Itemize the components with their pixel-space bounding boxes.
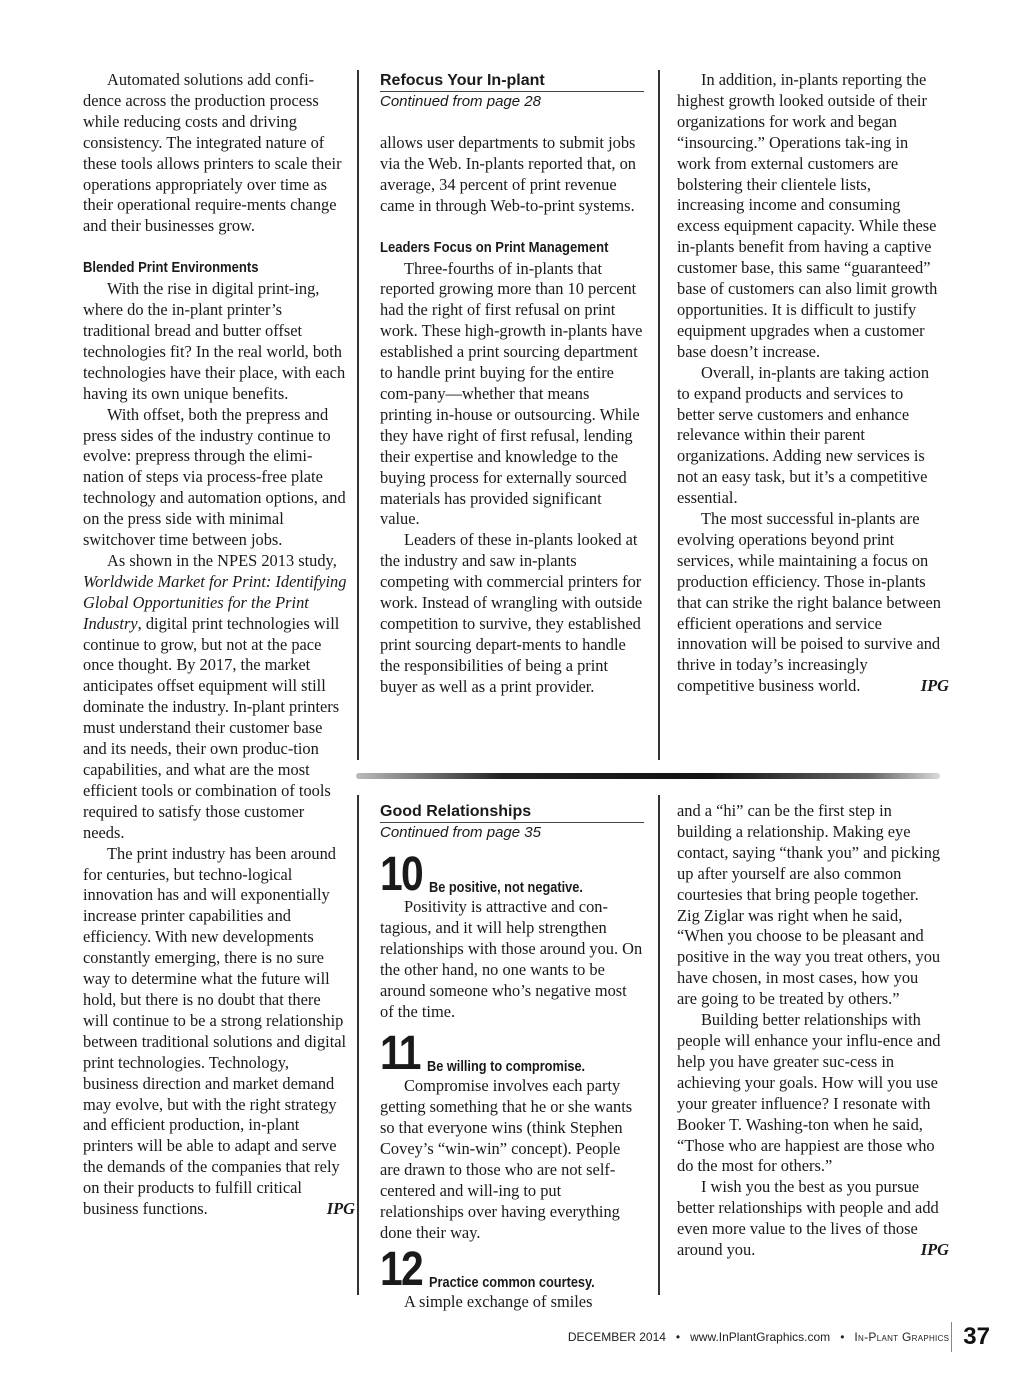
paragraph: and a “hi” can be the first step in building a relationship. Making eye contact, saying “thank you” and picking up after yourself are also common courtesies that bring people together. Zig Ziglar was right when he said, “When you choose to be pleasant and positive in the way you treat others, you have chosen, in most cases, how you are going to be treated by others.”: [677, 801, 941, 1009]
section-divider: [356, 773, 940, 779]
section-title-relationships: Good Relationships: [380, 801, 644, 823]
column-divider: [357, 795, 359, 1295]
column-divider: [658, 795, 660, 1295]
paragraph: In addition, in-plants reporting the highest growth looked outside of their organizations for work and began “insourcing.” Operations tak-ing in work from external customers are bolstering their clientele lists, increasing income and consuming excess equipment capacity. While these in-plants benefit from having a captive customer base, this same “guaranteed” base of customers can also limit growth opportunities. It is difficult to justify equipment upgrades when a customer base doesn’t increase.: [677, 70, 938, 361]
paragraph: The most successful in-plants are evolving operations beyond print services, while maintaining a focus on production efficiency. Those in-plants that can strike the right balance between efficient operations and service innovation will be poised to survive and thrive in today’s increasingly competitive business world. IPG: [677, 509, 949, 696]
paragraph: Positivity is attractive and con-tagious, and it will help strengthen relationships with those around you. On the other hand, no one wants to be around someone who’s negative most of the time.: [380, 897, 643, 1021]
paragraph: allows user departments to submit jobs via the Web. In-plants reported that, on average, 34 percent of print revenue came in through Web-to-print systems.: [380, 133, 636, 215]
relationships-article: [380, 801, 644, 1313]
page-footer: [568, 1322, 990, 1352]
issue-date: DECEMBER 2014: [567, 1330, 666, 1344]
tip-number: 12: [380, 1242, 422, 1296]
continued-note: Continued from page 28: [380, 93, 541, 110]
refocus-article-continued: [677, 70, 949, 697]
column-divider: [357, 70, 359, 760]
paragraph: Leaders of these in-plants looked at the industry and saw in-plants competing with commercial printers for work. Instead of wrangling with outside competition to survive, they established print sourcing depart-ments to handle the responsibilities of being a print buyer as well as a print provider.: [380, 530, 643, 696]
paragraph: I wish you the best as you pursue better relationships with people and add even more value to the lives of those around you. IPG: [677, 1177, 949, 1260]
bullet-separator: •: [840, 1330, 845, 1344]
tip-11: [380, 1027, 644, 1243]
page-number: 37: [963, 1323, 990, 1350]
paragraph: With the rise in digital print-ing, where do the in-plant printer’s traditional bread and butter offset technologies fit? In the real world, both technologies have their place, with each having its own unique benefits.: [83, 279, 346, 403]
paragraph: A simple exchange of smiles: [404, 1291, 593, 1311]
paragraph: The print industry has been around for centuries, but techno-logical innovation has and will exponentially increase printer capabilities and efficiency. With new developments constantly emerging, there is no sure way to determine what the future will hold, but there is no doubt that there will continue to be a strong relationship between traditional solutions and digital print technologies. Technology, business direction and market demand may evolve, but with the right strategy and efficient production, in-plant printers will be able to adapt and serve the demands of the companies that rely on their products to fulfill critical business functions. IPG: [83, 843, 355, 1219]
tip-12: [380, 1242, 644, 1313]
article-column-1: [83, 70, 355, 1220]
refocus-article: [380, 70, 644, 698]
section-title-refocus: Refocus Your In-plant: [380, 70, 644, 92]
column-divider: [658, 70, 660, 760]
tip-10: [380, 848, 644, 1022]
paragraph: Automated solutions add confi-dence across the production process while reducing costs and driving consistency. The integrated nature of these tools allows printers to scale their operations appropriately over time as their operational require-ments change and their businesses grow.: [83, 70, 342, 236]
tip-title: Be willing to compromise.: [426, 1059, 585, 1076]
ipg-signature: IPG: [326, 1199, 355, 1219]
tip-number: 11: [380, 1027, 420, 1081]
tip-number: 10: [380, 848, 422, 901]
paragraph: Compromise involves each party getting something that he or she wants so that everyone wins (think Stephen Covey’s “win-win” concept). People are drawn to those who are not self-centered and will-ing to put relationships over having everything done their way.: [380, 1076, 633, 1242]
footer-divider: [951, 1322, 952, 1352]
website-link[interactable]: www.InPlantGraphics.com: [690, 1330, 831, 1344]
tip-title: Be positive, not negative.: [429, 880, 584, 896]
tip-title: Practice common courtesy.: [429, 1274, 596, 1291]
relationships-article-continued: [677, 801, 949, 1261]
study-title: Worldwide Market for Print: Identifying Global Opportunities for the Print Industry: [83, 571, 347, 633]
bullet-separator: •: [675, 1330, 681, 1344]
subhead-leaders-focus: Leaders Focus on Print Management: [380, 239, 609, 256]
paragraph: With offset, both the prepress and press sides of the industry continue to evolve: prepress through the elimi-nation of steps via process-free plate technology and automation options, and on the press side with minimal switchover time between jobs.: [83, 404, 346, 550]
paragraph: As shown in the NPES 2013 study, Worldwide Market for Print: Identifying Global Opportunities for the Print Industry, digital print technologies will continue to grow, but not at the pace once thought. By 2017, the market anticipates offset equipment will still dominate the industry. In-plant printers must understand their customer base and its needs, their own produc-tion capabilities, and what are the most efficient tools or combination of tools required to satisfy those customer needs.: [83, 550, 347, 842]
paragraph: Building better relationships with people will enhance your influ-ence and help you have greater suc-cess in achieving your goals. How will you use your greater influence? I resonate with Booker T. Washing-ton when he said, “Those who are happiest are those who do the most for others.”: [677, 1010, 941, 1176]
subhead-blended-print: Blended Print Environments: [83, 260, 259, 277]
publication-name: In-Plant Graphics: [854, 1330, 950, 1344]
paragraph: Overall, in-plants are taking action to expand products and services to better serve customers and enhance relevance within their parent organizations. Adding new services is not an easy task, but it’s a competitive essential.: [677, 362, 930, 508]
ipg-signature: IPG: [920, 1240, 949, 1260]
continued-note: Continued from page 35: [380, 824, 541, 841]
ipg-signature: IPG: [920, 676, 949, 696]
paragraph: Three-fourths of in-plants that reported growing more than 10 percent had the right of first refusal on print work. These high-growth in-plants have established a print sourcing department to handle print buying for the entire com-pany—whether that means printing in-house or outsourcing. While they have right of first refusal, lending their expertise and knowledge to the buying process for externally sourced materials has provided significant value.: [380, 258, 643, 529]
